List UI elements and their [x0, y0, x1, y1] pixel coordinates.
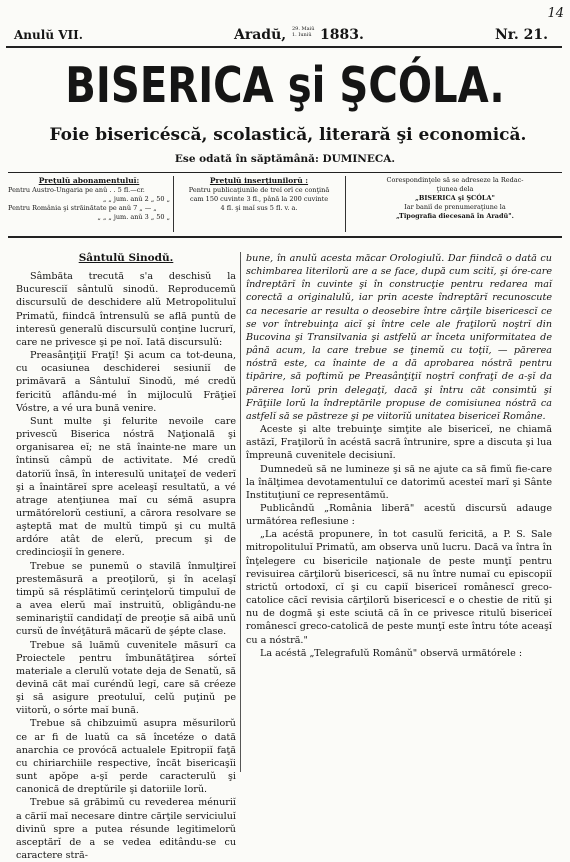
subscription-line: „ „ jum. anŭ 2 „ 50 „ [102, 195, 170, 203]
insertion-title: Preţulŭ inserţiunilorŭ : [209, 176, 309, 185]
article-title: Sântulŭ Sinodŭ. [78, 252, 174, 264]
box-divider [345, 176, 346, 232]
masthead-subtitle: Foie bisericéscă, scolastică, literară şi economică. [49, 125, 527, 145]
date-line-1: 29. Maiŭ [292, 26, 315, 32]
insertion-line: Pentru publicaţiunile de treĭ orĭ ce conţină [188, 186, 330, 194]
paragraph: Dumnedeŭ să ne lumineze şi să ne ajute ca să fimŭ fie-care la înălţimea devotamentuluĭ ce datorimŭ acesteĭ marĭ şi Sânte Instituţiunĭ ce representămŭ. [246, 463, 552, 501]
paragraph: La acéstă „Telegrafulŭ Românŭ" observă următórele : [260, 647, 523, 659]
paragraph: Trebue se punemŭ o stavilă înmulţireĭ prestemăsură a preoţilorŭ, şi în acelaşĭ timpŭ să résplătimŭ cerinţelorŭ timpuluĭ de a avea elerŭ maĭ instruitŭ, obligându-ne seminariştiĭ candidaţĭ de preoţie să aibă unŭ cursŭ de învéţătură măcarŭ de şépte clase. [16, 560, 236, 638]
paragraph: Aceste şi alte trebuinţe simţite ale bisericeĭ, ne chiamă astăzĭ, Fraţilorŭ în acéstă sacră întrunire, spre a discuta şi lua împreună cuvenitele decisiunĭ. [246, 424, 552, 462]
article-column-right [246, 252, 552, 782]
paragraph: Sâmbăta trecută s'a deschisŭ la Bucuresciĭ sântulŭ sinodŭ. Reproducemŭ discursulŭ de deschidere alŭ Metropolituluĭ Primatŭ, fiindcă întrensulŭ se află puntŭ de interesŭ generalŭ discursulŭ conţine lucrurĭ, care ne privesce şi pe noĭ. Iată discursulŭ: [16, 271, 236, 348]
subscription-title: Preţulŭ abonamentuluĭ: [38, 176, 140, 185]
subscription-box [8, 176, 170, 232]
correspondence-box [348, 176, 562, 232]
info-boxes [8, 176, 562, 232]
column-divider [240, 252, 241, 772]
article-column-left [16, 252, 236, 862]
header-rule [8, 172, 562, 173]
city-label: Aradŭ, [234, 27, 287, 43]
subscription-line: Pentru Austro-Ungaria pe anŭ . . 5 fl.—cr. [8, 186, 145, 194]
header-line [6, 26, 562, 48]
insertion-box [176, 176, 342, 232]
correspondence-line: Corespondinţele să se adreseze la Redac- [386, 176, 524, 184]
date-line-2: 1. Iuniŭ [292, 32, 312, 38]
paragraph: Trebue să grăbimŭ cu revederea ménuriĭ a căriĭ maĭ necesare dintre cărţile serviciuluĭ divinŭ spre a putea résunde legitimelorŭ asceptărĭ de a se vedea editându-se cu caractere stră- [16, 797, 236, 862]
date-label [292, 26, 314, 38]
paragraph: Preasânţiţiĭ Fraţĭ! Şi acum ca tot-deuna, cu ocasiunea deschiderei sesiuniĭ de primăvară a Sântuluĭ Sinodŭ, mé credŭ fericitŭ aflându-mé în mijloculŭ Frăţieĭ Vóstre, a vé ura bună venire. [16, 350, 236, 414]
correspondence-line: Iar baniĭ de prenumeraţiune la [404, 203, 506, 211]
subscription-line: Pentru România şi străinătate pe anŭ 7 „ — „ [8, 204, 157, 212]
insertion-line: 4 fl. şi maĭ sus 5 fl. v. a. [220, 204, 298, 212]
page-number: 14 [547, 6, 564, 21]
paragraph: „La acéstă propunere, în tot casulŭ fericită, a P. S. Sale mitropolituluĭ Primatŭ, am observa unŭ lucru. Dacă va întra în înţelegere cu bisericile naţionale de peste munţĭ pentru revisuirea cărţilorŭ bisericescĭ, să nu între numaĭ cu episcopiĭ strictŭ ortodoxĭ, cĭ şi cu capiĭ bisericeĭ românescĭ greco-catolice căcĭ revisia cărţilorŭ bisericescĭ e o chestie de ritŭ şi nu de dogmă şi este sciută că în ce privesce ritulŭ bisericeĭ românescĭ greco-catolică de peste munţĭ este întru tóte aceaşĭ cu a nóstră." [246, 529, 552, 646]
correspondence-line: „Tipografia diecesană în Aradŭ". [396, 212, 514, 220]
subscription-line: „ „ „ jum. anŭ 3 „ 50 „ [97, 213, 170, 221]
paragraph: Trebue să luămŭ cuvenitele măsurĭ ca Proiectele pentru îmbunătăţirea sórteĭ materiale a clerulŭ votate deja de Senatŭ, să devină căt maĭ curéndŭ legĭ, care să créeze şi să asigure preotuluĭ, celŭ puţinŭ pe viitorŭ, o sórte maĭ bună. [16, 639, 236, 717]
correspondence-line: „BISERICA şi ŞCÓLA" [415, 194, 495, 202]
paragraph: Trebue să chibzuimŭ asupra mĕsurilorŭ ce ar fi de luatŭ ca să încetéze o dată anarchia ce provócă actualele Epitropiĭ faţă cu chiriarchiile respective, încăt bisericaşĭi sunt apŏpe a-şĭ perde caracterulŭ şi canonică de dreptŭrile şi datoriile lorŭ. [16, 718, 236, 796]
year-label: 1883. [320, 27, 364, 43]
section-rule [8, 236, 562, 238]
volume-label: Anulŭ VII. [14, 28, 83, 42]
issue-number: Nr. 21. [495, 27, 548, 43]
insertion-line: cam 150 cuvinte 3 fl., până la 200 cuvinte [189, 195, 329, 203]
publication-frequency: Ese odată în săptămână: DUMINECA. [174, 153, 396, 165]
box-divider [173, 176, 174, 232]
paragraph: Sunt multe şi felurite nevoile care privescŭ Biserica nóstră Naţională şi organisarea eĭ; ne stă înainte-ne mare un întinsŭ câmpŭ de activitate. Mé credŭ datorĭŭ însă, în interesulŭ unitaţeĭ de vederĭ şi a înaintăreĭ spre aceleaşĭ resultatŭ, a vé atrage atenţiunea maĭ cu sémă asupra următórelorŭ cestiunĭ, a cărora resolvare se aşteptă mat de multŭ timpŭ şi cu multă ardóre atât de elerŭ, precum şi de credincioşiĭ în genere. [16, 415, 236, 559]
correspondence-line: ţiunea dela [436, 185, 474, 193]
masthead-title: BISERICA şi ŞCÓLA. [65, 57, 505, 114]
paragraph: Publicândŭ „România liberă" acestŭ discursŭ adauge următórea reflesiune : [246, 502, 552, 528]
paragraph: bune, în anulŭ acesta măcar Orologiulŭ. Dar fiindcă o dată cu schimbarea literilorŭ are a se face, după cum scitĭ, şi óre-care îndreptărĭ în cuvinte şi în construcţie pentru redarea maĭ corectă a originalulŭ, iar prin aceste îndreptărĭ recunoscute ca necesarie ar resulta o deosebire între cărţile bisericescĭ ce se vor întrebuinţa aicĭ şi între cele ale fraţilorŭ noştrĭ din Bucovina şi Transilvania şi astfelŭ ar înceta uniformitatea de până acum, la care trebue se ţinemŭ cu toţiĭ, — părerea nóstră este, ca înainte de a dă aprobarea nóstră pentru tipărire, să poftimŭ pe Preasânţiţiĭ noştrĭ confraţĭ de a-şĭ da părerea lorŭ prin delegaţĭ, dacă şi întru căt consimtŭ şi Frăţiile lorŭ la îndreptările propuse de comisiunea nóstră ca astfelĭ să se păstreze şi pe viitorĭŭ unitatea bisericeĭ Române. [246, 253, 552, 422]
